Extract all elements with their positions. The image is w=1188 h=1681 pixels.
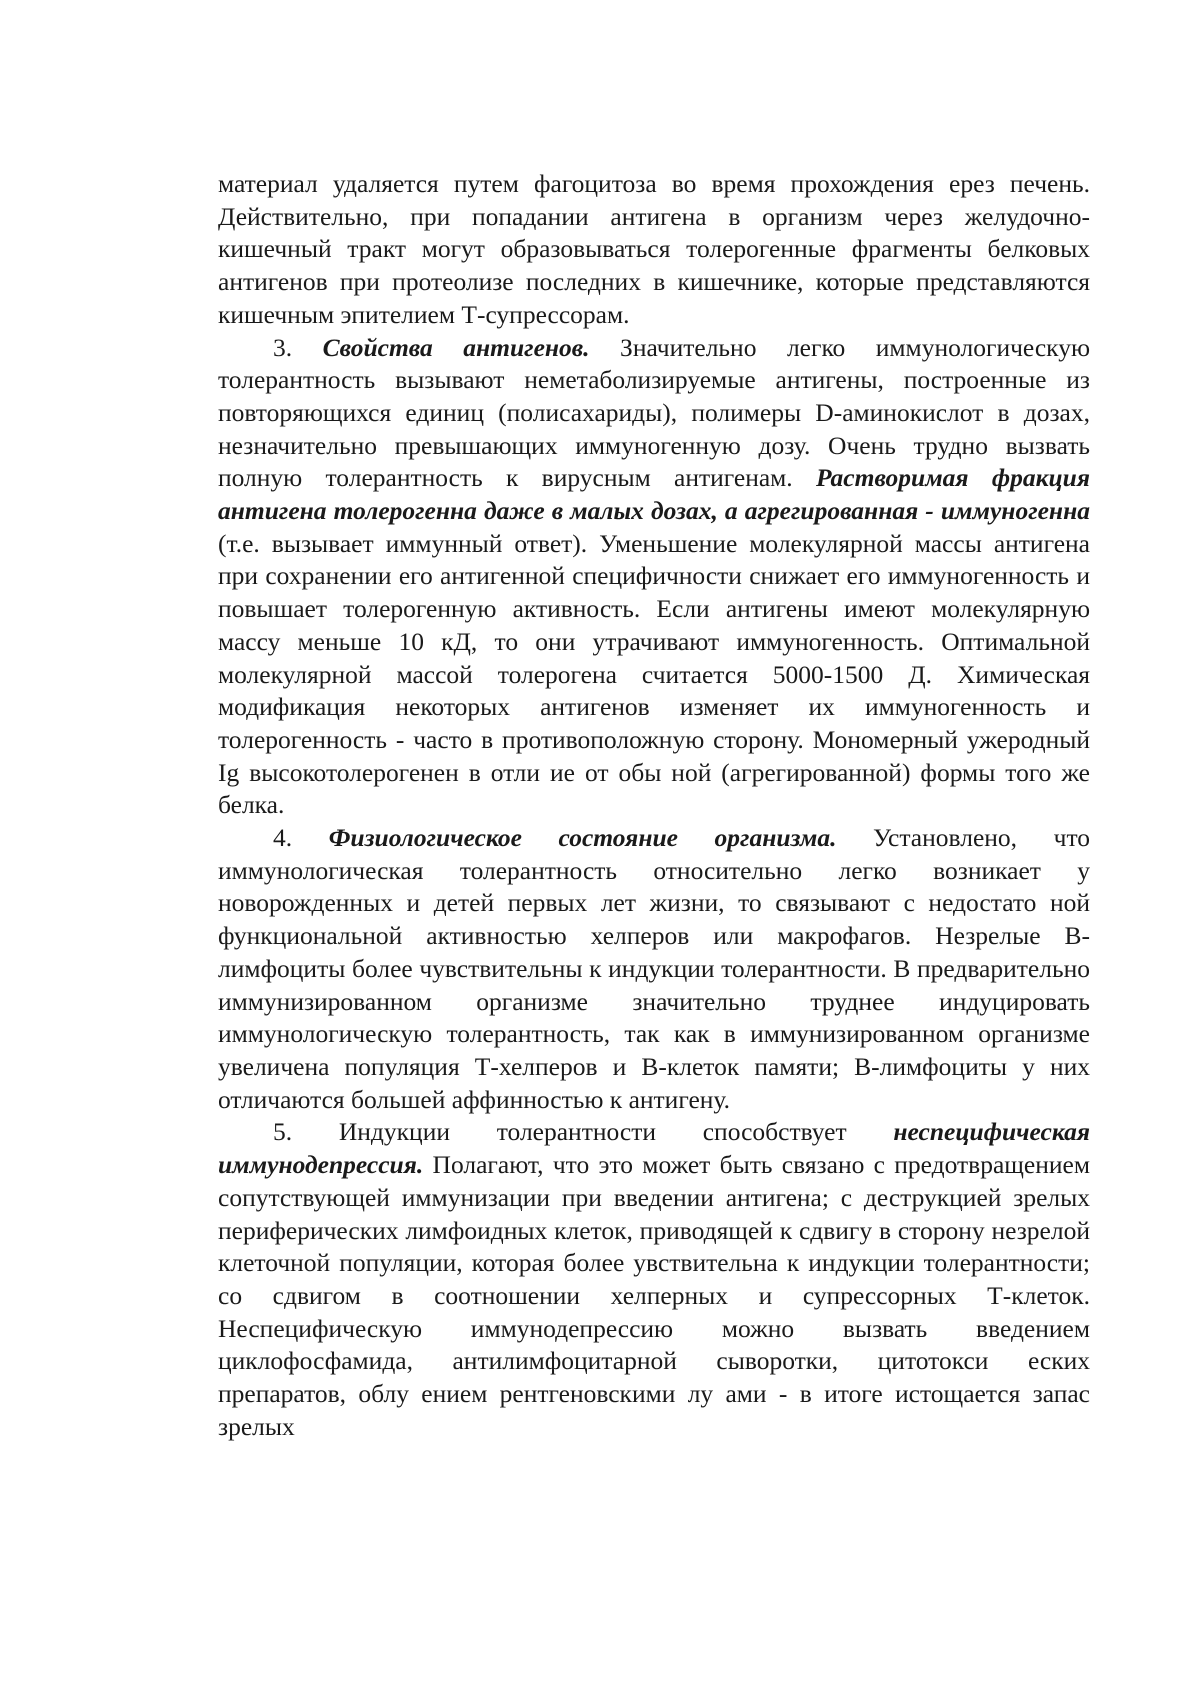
section-heading: Физиологическое состояние организма. [328,823,837,853]
list-number: 3. [273,332,323,362]
paragraph-antigen-properties [218,332,1090,823]
paragraph-immunodepression [218,1116,1090,1443]
paragraph-physiological-state [218,822,1090,1116]
list-number: 4. [273,823,329,853]
paragraph-liver-phagocytosis [218,168,1090,332]
paragraph-text: материал удаляется путем фагоцитоза во время прохождения ерез печень. Действительно, при попадании антигена в организм через желудочно-кишечный тракт могут образовываться толерогенные фрагменты белковых антигенов при протеолизе последних в кишечнике, которые представляются кишечным эпителием Т-супрессорам. [218,169,1090,329]
emphasized-text: неспецифическая иммунодепрессия. [218,1117,1090,1180]
document-page [218,168,1090,1443]
section-heading: Свойства антигенов. [322,332,590,362]
paragraph-text: Полагают, что это может быть связано с предотвращением сопутствующей иммунизации при введении антигена; с деструкцией зрелых периферических лимфоидных клеток, приводящей к сдвигу в сторону незрелой клеточной популяции, которая более увствительна к индукции толерантности; со сдвигом в соотношении хелперных и супрессорных Т-клеток. Неспецифическую иммунодепрессию можно вызвать введением циклофосфамида, антилимфоцитарной сыворотки, цитотокси еских препаратов, облу ением рентгеновскими лу ами - в итоге истощается запас зрелых [218,1150,1090,1441]
paragraph-text: 5. Индукции толерантности способствует [273,1117,894,1147]
paragraph-text: (т.е. вызывает иммунный ответ). Уменьшение молекулярной массы антигена при сохранении его антигенной специфичности снижает его иммуногенность и повышает толерогенную активность. Если антигены имеют молекулярную массу меньше 10 кД, то они утрачивают иммуногенность. Оптимальной молекулярной массой толерогена считается 5000-1500 Д. Химическая модификация некоторых антигенов изменяет их иммуногенность и толерогенность - часто в противоположную сторону. Мономерный ужеродный Ig высокотолерогенен в отли ие от обы ной (агрегированной) формы того же белка. [218,528,1090,820]
paragraph-text: Установлено, что иммунологическая толерантность относительно легко возникает у новорожденных и детей первых лет жизни, то связывают с недостато ной функциональной активностью хелперов или макрофагов. Незрелые В-лимфоциты более чувствительны к индукции толерантности. В предварительно иммунизированном организме значительно труднее индуцировать иммунологическую толерантность, так как в иммунизированном организме увеличена популяция Т-хелперов и В-клеток памяти; В-лимфоциты у них отличаются большей аффинностью к антигену. [218,823,1090,1114]
emphasized-text: Растворимая фракция антигена толерогенна даже в малых дозах, а агрегированная - иммуногенна [218,463,1090,526]
paragraph-text: Значительно легко иммунологическую толерантность вызывают неметаболизируемые антигены, построенные из повторяющихся единиц (полисахариды), полимеры D-аминокислот в дозах, незначительно превышающих иммуногенную дозу. Очень трудно вызвать полную толерантность к вирусным антигенам. [218,332,1091,493]
